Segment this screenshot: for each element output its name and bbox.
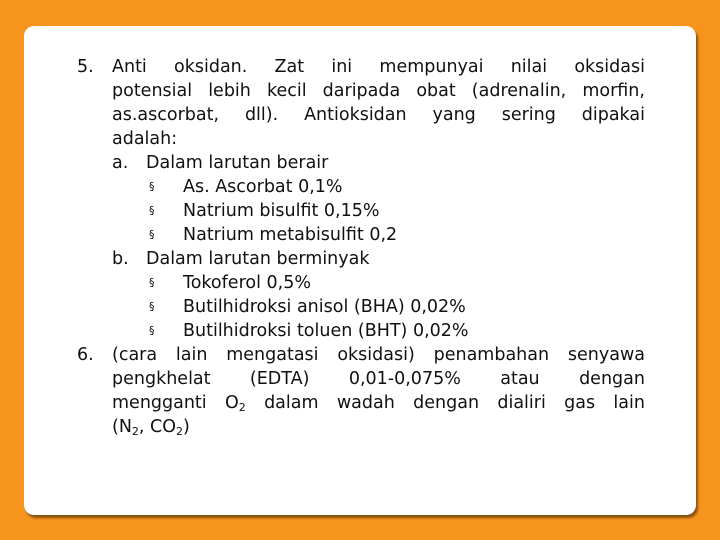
bullet-icon: § [149, 276, 155, 289]
item-6-line-1: (cara lain mengatasi oksidasi) penambahan senyawa [112, 345, 645, 365]
sub-b-label: b. [112, 249, 129, 269]
item-5-line-2: potensial lebih kecil daripada obat (adrenalin, morfin, [112, 81, 645, 101]
item-5-line-1: Anti oksidan. Zat ini mempunyai nilai oksidasi [112, 57, 645, 77]
sub-b-text: Dalam larutan berminyak [146, 249, 370, 269]
sub-a-label: a. [112, 153, 129, 173]
item-6-number: 6. [77, 345, 94, 365]
item-5-number: 5. [77, 57, 94, 77]
item-6-line-3: mengganti $O_2$ dalam wadah dengan dialiri gas lain [112, 393, 645, 414]
item-5-line-3: as.ascorbat, dll). Antioksidan yang sering dipakai [112, 105, 645, 125]
bullet-icon: § [149, 228, 155, 241]
sub-b-bullet-2: Butilhidroksi anisol (BHA) 0,02% [183, 297, 466, 317]
sub-b-bullet-1: Tokoferol 0,5% [183, 273, 311, 293]
sub-a-bullet-1: As. Ascorbat 0,1% [183, 177, 343, 197]
sub-a-text: Dalam larutan berair [146, 153, 329, 173]
sub-a-bullet-2: Natrium bisulfit 0,15% [183, 201, 380, 221]
sub-b-bullet-3: Butilhidroksi toluen (BHT) 0,02% [183, 321, 469, 341]
bullet-icon: § [149, 204, 155, 217]
bullet-icon: § [149, 324, 155, 337]
item-5-line-4: adalah: [112, 129, 178, 149]
sub-a-bullet-3: Natrium metabisulfit 0,2 [183, 225, 398, 245]
item-6-line-4: ($N_2$, $CO_2$) [112, 417, 190, 438]
item-6-line-2: pengkhelat (EDTA) 0,01-0,075% atau dengan [112, 369, 645, 389]
bullet-icon: § [149, 300, 155, 313]
bullet-icon: § [149, 180, 155, 193]
